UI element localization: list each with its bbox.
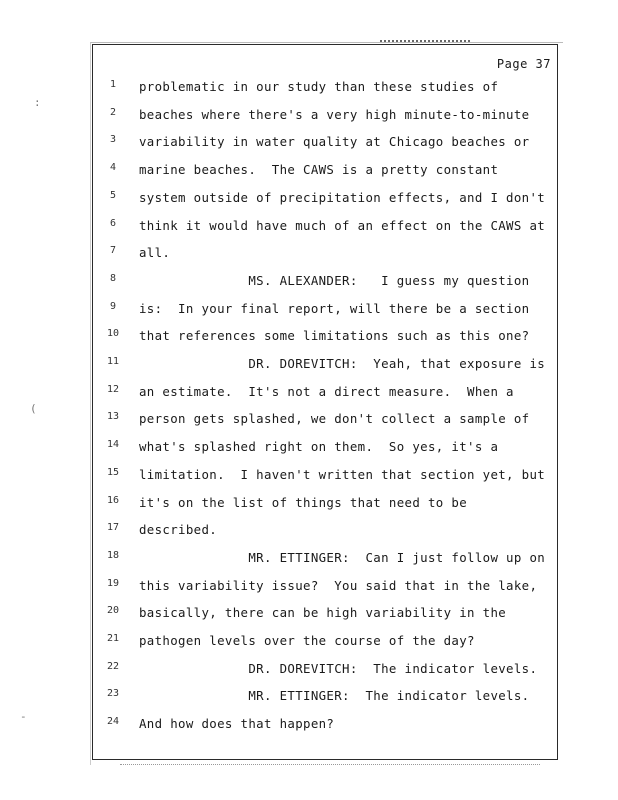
- line-number: 20: [106, 605, 120, 617]
- transcript-line: [93, 688, 559, 708]
- line-number: 15: [106, 466, 120, 478]
- line-number: 10: [106, 328, 120, 340]
- line-text: it's on the list of things that need to be: [139, 494, 468, 510]
- transcript-line: [93, 495, 559, 515]
- line-number: 14: [106, 439, 120, 451]
- line-number: 16: [106, 494, 120, 506]
- transcript-line: [93, 134, 559, 154]
- page-number: Page 37: [496, 57, 551, 71]
- transcript-line: [93, 550, 559, 570]
- scan-mark: (: [30, 402, 37, 415]
- line-number: 2: [109, 106, 117, 118]
- line-number: 21: [106, 633, 120, 644]
- line-text: And how does that happen?: [139, 716, 335, 732]
- line-text: variability in water quality at Chicago beaches or: [139, 134, 530, 150]
- line-number: 5: [109, 189, 117, 201]
- line-number: 6: [109, 217, 117, 229]
- transcript-line: [93, 633, 559, 653]
- scan-mark: :: [34, 96, 41, 109]
- line-text: an estimate. It's not a direct measure. When a: [139, 383, 514, 399]
- transcript-line: [93, 522, 559, 542]
- line-number: 23: [106, 688, 120, 700]
- line-number: 18: [106, 549, 120, 561]
- line-text: problematic in our study than these studies of: [139, 79, 499, 94]
- line-number: 17: [106, 522, 120, 534]
- line-number: 7: [109, 245, 117, 257]
- transcript-line: [93, 162, 559, 182]
- line-text: MS. ALEXANDER: I guess my question: [139, 272, 530, 288]
- transcript-line: [93, 190, 559, 210]
- transcript-line: [93, 107, 559, 127]
- line-number: 4: [109, 162, 117, 174]
- transcript-line: [93, 439, 559, 459]
- line-number: 11: [106, 356, 120, 367]
- scan-artifact-bottom: [120, 764, 540, 765]
- line-number: 24: [106, 716, 120, 728]
- line-number: 22: [106, 660, 120, 672]
- line-number: 3: [109, 134, 117, 146]
- transcript-line: [93, 605, 559, 625]
- line-text: this variability issue? You said that in the lake,: [139, 577, 538, 593]
- line-text: system outside of precipitation effects, and I don't: [139, 189, 546, 205]
- transcript-line: [93, 716, 559, 736]
- line-text: that references some limitations such as this one?: [139, 328, 530, 344]
- line-text: beaches where there's a very high minute-to-minute: [139, 106, 530, 122]
- line-text: what's splashed right on them. So yes, it's a: [139, 439, 499, 455]
- line-number: 12: [106, 383, 120, 395]
- line-number: 9: [109, 300, 117, 312]
- transcript-line: [93, 661, 559, 681]
- transcript-line: [93, 467, 559, 487]
- line-number: 13: [106, 411, 120, 423]
- line-number: 19: [106, 577, 120, 589]
- transcript-page: [92, 44, 558, 760]
- scan-mark: -: [20, 710, 27, 723]
- line-text: limitation. I haven't written that section yet, but: [139, 466, 546, 482]
- line-text: think it would have much of an effect on the CAWS at: [139, 217, 546, 233]
- line-text: DR. DOREVITCH: Yeah, that exposure is: [139, 356, 546, 371]
- line-text: DR. DOREVITCH: The indicator levels.: [139, 660, 538, 676]
- line-number: 8: [109, 272, 117, 284]
- transcript-line: [93, 273, 559, 293]
- transcript-line: [93, 218, 559, 238]
- line-text: marine beaches. The CAWS is a pretty constant: [139, 162, 499, 178]
- transcript-line: [93, 411, 559, 431]
- line-text: is: In your final report, will there be a section: [139, 300, 530, 316]
- line-text: basically, there can be high variability in the: [139, 605, 507, 621]
- line-text: pathogen levels over the course of the day?: [139, 633, 475, 648]
- transcript-line: [93, 301, 559, 321]
- line-text: described.: [139, 522, 218, 538]
- transcript-line: [93, 245, 559, 265]
- transcript-line: [93, 384, 559, 404]
- line-text: person gets splashed, we don't collect a sample of: [139, 411, 530, 427]
- transcript-line: [93, 79, 559, 99]
- transcript-line: [93, 578, 559, 598]
- line-text: MR. ETTINGER: Can I just follow up on: [139, 549, 546, 565]
- line-text: MR. ETTINGER: The indicator levels.: [139, 688, 530, 704]
- transcript-line: [93, 356, 559, 376]
- line-text: all.: [139, 245, 171, 261]
- transcript-line: [93, 328, 559, 348]
- line-number: 1: [109, 79, 117, 90]
